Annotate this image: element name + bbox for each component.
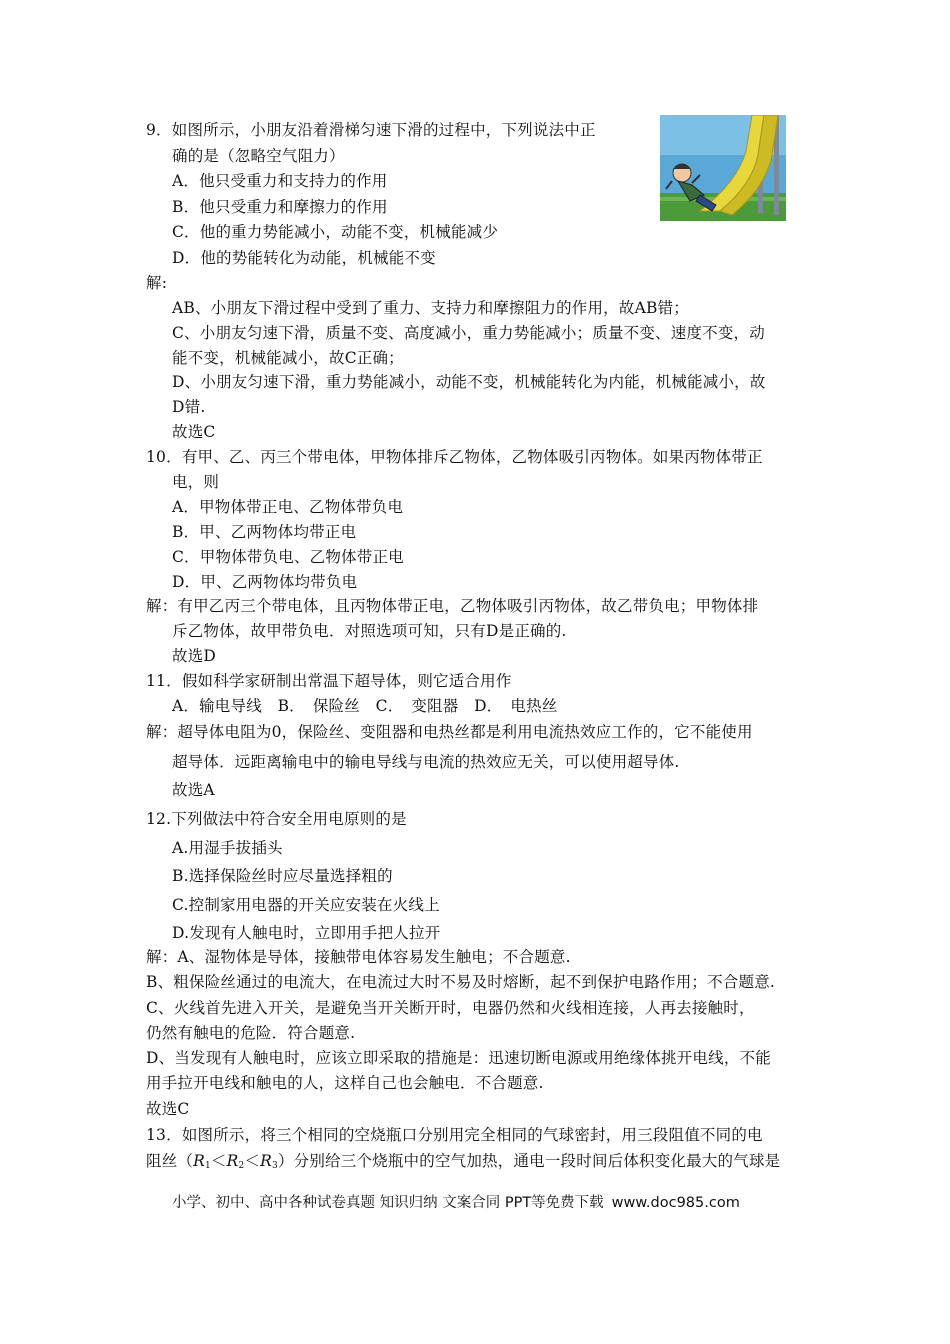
- q9-solution-line4: D、小朋友匀速下滑，重力势能减小，动能不变，机械能转化为内能，机械能减小，故: [172, 373, 766, 391]
- q10-option-c: C．甲物体带负电、乙物体带正电: [172, 548, 404, 566]
- q10-solution-line2: 斥乙物体，故甲带负电．对照选项可知，只有D是正确的.: [172, 622, 567, 640]
- q12-solution-line5: D、当发现有人触电时，应该立即采取的措施是：迅速切断电源或用绝缘体挑开电线，不能: [146, 1049, 771, 1067]
- q13-lt2: ＜: [244, 1152, 261, 1170]
- q11-solution-line1: 解：超导体电阻为0，保险丝、变阻器和电热丝都是利用电流热效应工作的，它不能使用: [146, 723, 753, 741]
- q11-solution-line2: 超导体．远距离输电中的输电导线与电流的热效应无关，可以使用超导体.: [172, 753, 680, 771]
- q13-stem-line1: 13．如图所示，将三个相同的空烧瓶口分别用完全相同的气球密封，用三段阻值不同的电: [146, 1126, 763, 1144]
- q13-text-pre: 阻丝（: [146, 1152, 194, 1170]
- q12-option-c: C.控制家用电器的开关应安装在火线上: [172, 896, 440, 914]
- q12-option-a: A.用湿手拔插头: [172, 839, 283, 857]
- q12-answer: 故选C: [146, 1100, 190, 1118]
- q9-stem-line1: 9．如图所示，小朋友沿着滑梯匀速下滑的过程中，下列说法中正: [146, 121, 596, 139]
- q10-stem-line2: 电，则: [172, 473, 220, 491]
- q12-solution-line3: C、火线首先进入开关，是避免当开关断开时，电器仍然和火线相连接，人再去接触时，: [146, 999, 755, 1017]
- q9-stem-line2: 确的是（忽略空气阻力）: [172, 147, 345, 165]
- q13-sub3: 3: [272, 1161, 278, 1171]
- q13-text-post: ）分别给三个烧瓶中的空气加热，通电一段时间后体积变化最大的气球是: [277, 1152, 781, 1170]
- q13-r3: R: [260, 1152, 273, 1170]
- q13-lt1: ＜: [210, 1152, 227, 1170]
- q9-solution-line2: C、小朋友匀速下滑，质量不变、高度减小，重力势能减小；质量不变、速度不变，动: [172, 324, 765, 342]
- q11-answer: 故选A: [172, 781, 215, 799]
- q9-solution-line3: 能不变，机械能减小，故C正确；: [172, 349, 404, 367]
- q10-option-b: B．甲、乙两物体均带正电: [172, 523, 357, 541]
- q13-sub2: 2: [238, 1161, 245, 1171]
- q11-options: A．输电导线 B． 保险丝 C． 变阻器 D． 电热丝: [172, 697, 558, 715]
- q10-answer: 故选D: [172, 647, 217, 665]
- footer-text: 小学、初中、高中各种试卷真题 知识归纳 文案合同 PPT等免费下载: [172, 1195, 604, 1211]
- q9-option-d: D．他的势能转化为动能，机械能不变: [172, 249, 436, 267]
- q9-solution-label: 解:: [146, 274, 168, 292]
- q9-solution-line5: D错.: [172, 398, 206, 416]
- q12-solution-line6: 用手拉开电线和触电的人，这样自己也会触电．不合题意.: [146, 1074, 544, 1092]
- q10-option-a: A．甲物体带正电、乙物体带负电: [172, 498, 404, 516]
- footer-url[interactable]: www.doc985.com: [611, 1195, 740, 1211]
- q12-solution-line2: B、粗保险丝通过的电流大，在电流过大时不易及时熔断，起不到保护电路作用；不合题意.: [146, 973, 776, 991]
- q9-option-c: C．他的重力势能减小，动能不变，机械能减少: [172, 223, 499, 241]
- q9-option-b: B．他只受重力和摩擦力的作用: [172, 198, 388, 216]
- q10-stem-line1: 10．有甲、乙、丙三个带电体，甲物体排斥乙物体，乙物体吸引丙物体。如果丙物体带正: [146, 448, 763, 466]
- q13-sub1: 1: [204, 1161, 211, 1171]
- q11-stem: 11．假如科学家研制出常温下超导体，则它适合用作: [146, 672, 512, 690]
- q10-option-d: D．甲、乙两物体均带负电: [172, 573, 358, 591]
- slide-illustration: [660, 115, 786, 221]
- q9-option-a: A．他只受重力和支持力的作用: [172, 172, 388, 190]
- q10-solution-line1: 解：有甲乙丙三个带电体，且丙物体带正电，乙物体吸引丙物体，故乙带负电；甲物体排: [146, 597, 759, 615]
- q12-option-b: B.选择保险丝时应尽量选择粗的: [172, 867, 393, 885]
- q9-answer: 故选C: [172, 423, 216, 441]
- q12-solution-line4: 仍然有触电的危险．符合题意.: [146, 1024, 356, 1042]
- q9-solution-line1: AB、小朋友下滑过程中受到了重力、支持力和摩擦阻力的作用，故AB错；: [172, 299, 689, 317]
- page-footer: [172, 1193, 740, 1213]
- q12-stem: 12.下列做法中符合安全用电原则的是: [146, 810, 407, 828]
- q12-option-d: D.发现有人触电时，立即用手把人拉开: [172, 924, 441, 942]
- q13-stem-line2: [146, 1151, 780, 1176]
- q13-r2: R: [226, 1152, 239, 1170]
- q13-r1: R: [193, 1152, 205, 1170]
- q12-solution-line1: 解：A、湿物体是导体，接触带电体容易发生触电；不合题意.: [146, 948, 571, 966]
